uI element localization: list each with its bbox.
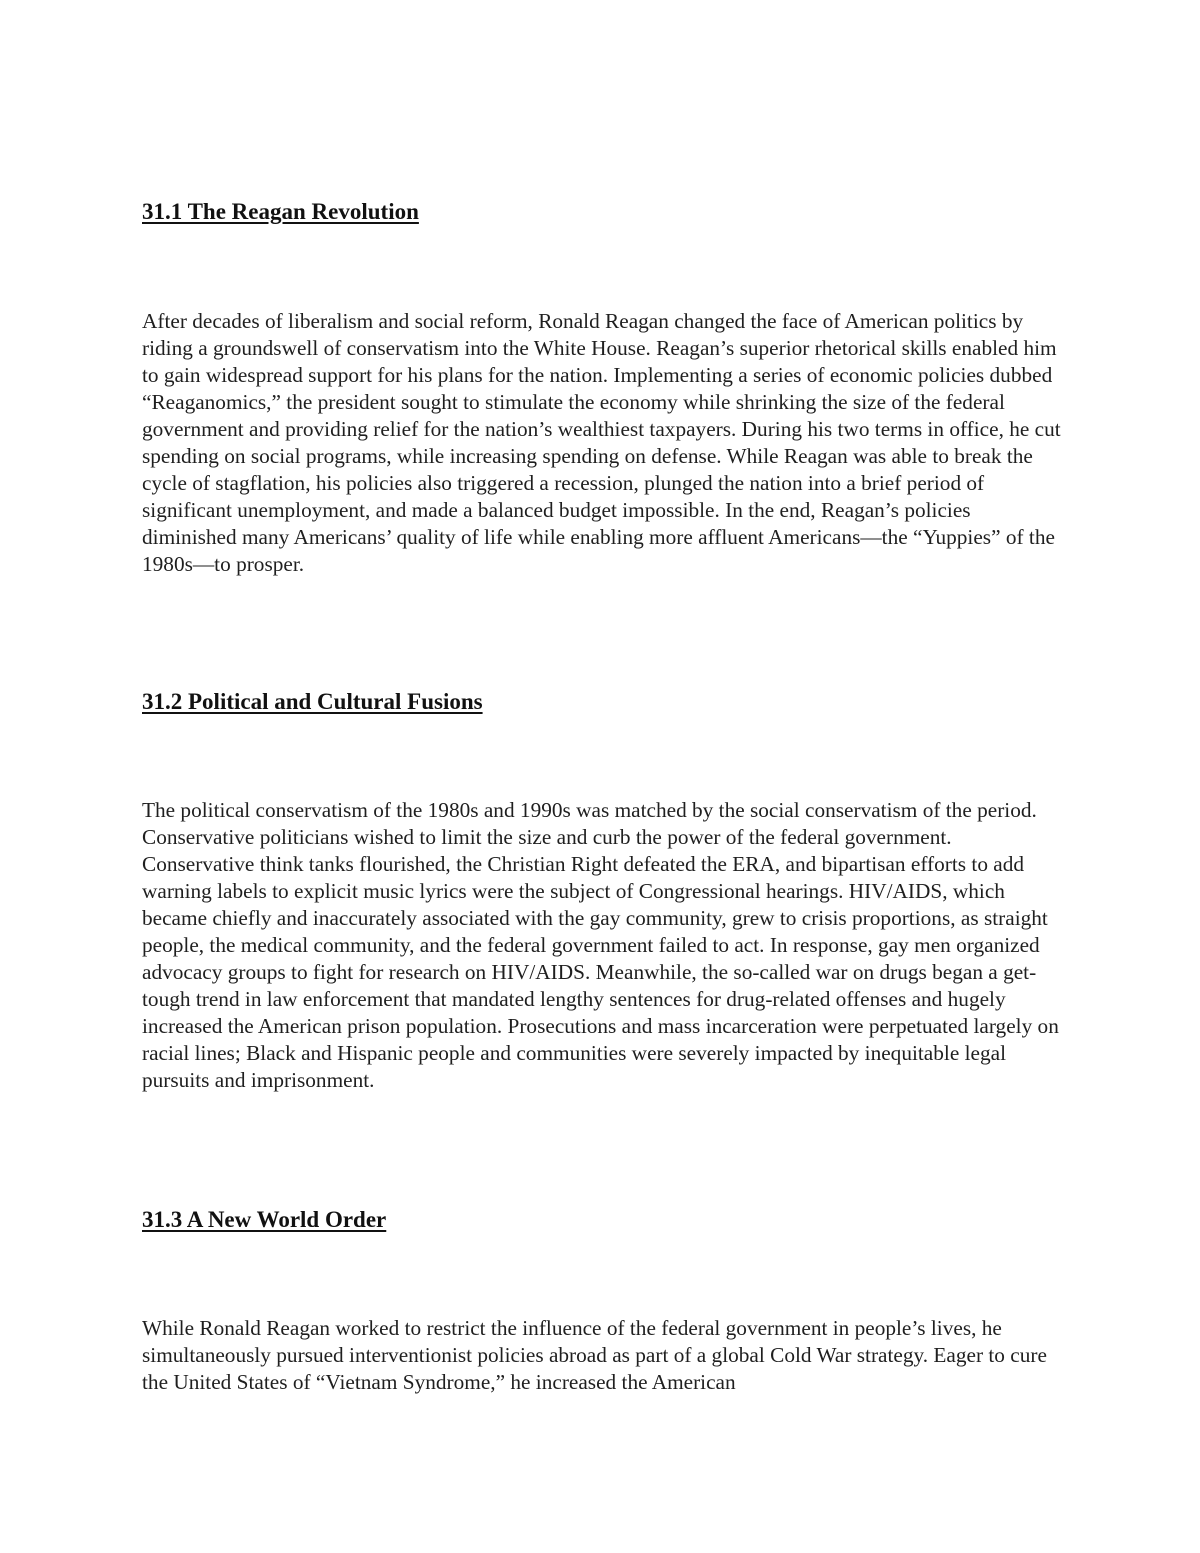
section-heading-political-cultural-fusions: 31.2 Political and Cultural Fusions xyxy=(142,689,483,714)
section-body-political-cultural-fusions: The political conservatism of the 1980s and 1990s was matched by the social conservatism of the period. Conservative politicians wished to limit the size and curb the power of the federal government. Conservative think tanks flourished, the Christian Right defeated the ERA, and bipartisan efforts to add warning labels to explicit music lyrics were the subject of Congressional hearings. HIV/AIDS, which became chiefly and inaccurately associated with the gay community, grew to crisis proportions, as straight people, the medical community, and the federal government failed to act. In response, gay men organized advocacy groups to fight for research on HIV/AIDS. Meanwhile, the so-called war on drugs began a get-tough trend in law enforcement that mandated lengthy sentences for drug-related offenses and hugely increased the American prison population. Prosecutions and mass incarceration were perpetuated largely on racial lines; Black and Hispanic people and communities were severely impacted by inequitable legal pursuits and imprisonment. xyxy=(142,798,1059,1092)
section-heading-reagan-revolution: 31.1 The Reagan Revolution xyxy=(142,199,419,224)
section-body-new-world-order: While Ronald Reagan worked to restrict the influence of the federal government in people’s lives, he simultaneously pursued interventionist policies abroad as part of a global Cold War strategy. Eager to cure the United States of “Vietnam Syndrome,” he increased the American xyxy=(142,1316,1047,1394)
section-heading-new-world-order: 31.3 A New World Order xyxy=(142,1207,387,1232)
section-body-reagan-revolution: After decades of liberalism and social reform, Ronald Reagan changed the face of American politics by riding a groundswell of conservatism into the White House. Reagan’s superior rhetorical skills enabled him to gain widespread support for his plans for the nation. Implementing a series of economic policies dubbed “Reaganomics,” the president sought to stimulate the economy while shrinking the size of the federal government and providing relief for the nation’s wealthiest taxpayers. During his two terms in office, he cut spending on social programs, while increasing spending on defense. While Reagan was able to break the cycle of stagflation, his policies also triggered a recession, plunged the nation into a brief period of significant unemployment, and made a balanced budget impossible. In the end, Reagan’s policies diminished many Americans’ quality of life while enabling more affluent Americans—the “Yuppies” of the 1980s—to prosper. xyxy=(142,309,1061,576)
